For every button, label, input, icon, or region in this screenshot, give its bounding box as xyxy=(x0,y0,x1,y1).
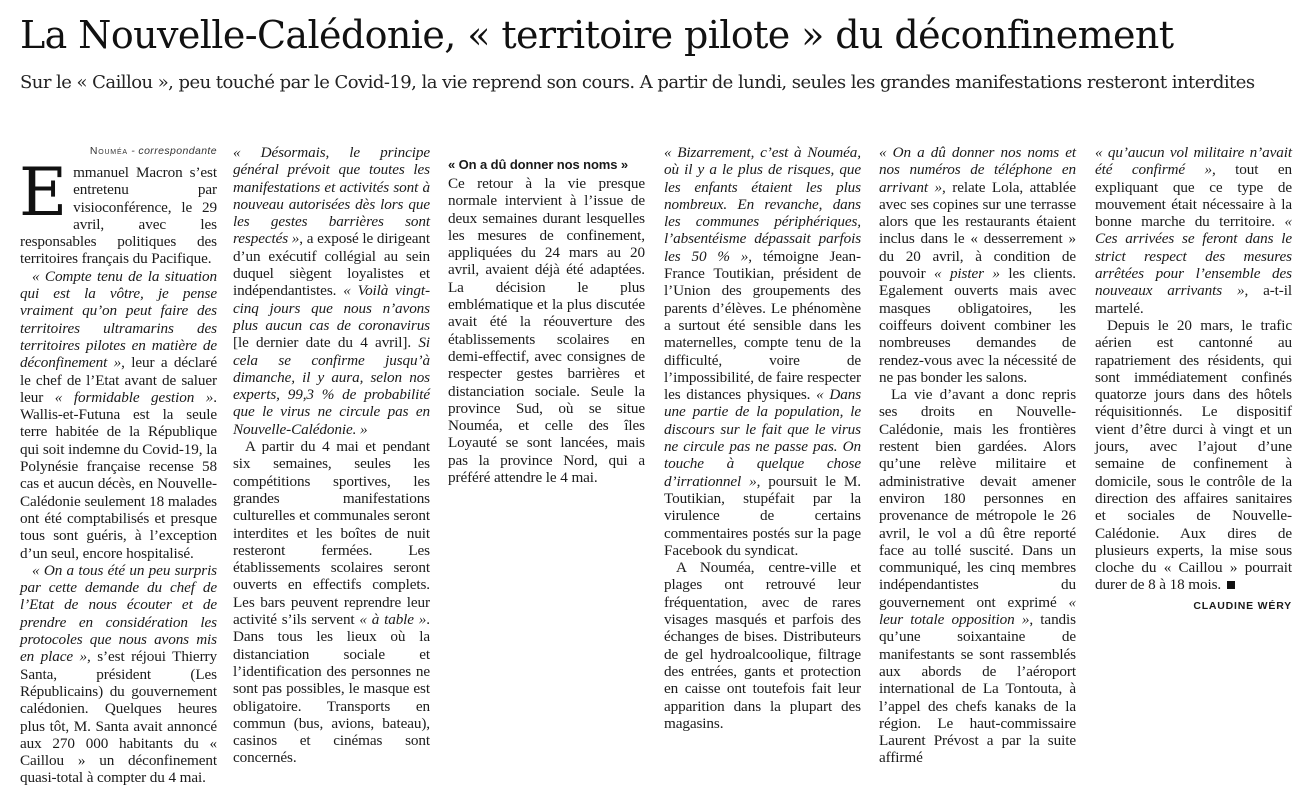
paragraph-9-cont-text: , tout en expliquant que ce type de mouvement était nécessaire à la bonne marche du territoire. xyxy=(1095,161,1292,231)
dateline-place: Nouméa xyxy=(89,145,128,157)
quote-gestion: « formidable gestion » xyxy=(54,388,214,406)
paragraph-9-end: , a-t-il martelé. xyxy=(1095,282,1292,317)
paragraph-1 xyxy=(19,154,217,268)
paragraph-2-end: . Wallis-et-Futuna est la seule terre habitée de la République qui soit indemne du Covid-19, la Polynésie française recense 58 cas et aucun décès, en Nouvelle-Calédonie seulement 18 malades ont été comptabilisés et presque tous sont guéris, à l’exception d’un seul, encore hospitalisé. xyxy=(20,388,217,562)
paragraph-9-cont xyxy=(1095,144,1292,317)
quote-population: « Dans une partie de la population, le discours sur le fait que le virus ne circule pas ne passe pas. On touche à quelque chose d’irrationnel » xyxy=(664,386,862,490)
paragraph-2-text: , leur a déclaré le chef de l’Etat avant de saluer leur xyxy=(20,354,218,406)
article-column-4 xyxy=(664,144,862,732)
paragraph-5 xyxy=(233,438,430,767)
quote-a-table: « à table » xyxy=(359,611,427,629)
paragraph-9 xyxy=(879,386,1076,767)
paragraph-5-end: . Dans tous les lieux où la distanciation sociale et l’identification des personnes ne sont pas possibles, le masque est obligatoire. Transports en commun (bus, avions, bateau), casinos et cinémas sont concernés. xyxy=(233,611,430,767)
paragraph-1-text: mmanuel Macron s’est entretenu par visioconférence, le 29 avril, avec les responsables politiques des territoires français du Pacifique. xyxy=(20,164,217,268)
paragraph-8-mid: , relate Lola, attablée avec ses copines sur une terrasse alors que les restaurants étaient inclus dans le « desserrement » du 20 avril, à condition de pouvoir xyxy=(879,178,1076,283)
paragraph-10 xyxy=(1095,317,1292,594)
article-column-2 xyxy=(233,144,430,767)
end-of-article-mark xyxy=(1227,581,1235,589)
quote-macron: « Compte tenu de la situation qui est la vôtre, je pense vraiment qu’on peut faire des territoires ultramarins des territoires pilotes en matière de déconfinement » xyxy=(20,267,217,372)
article-column-5 xyxy=(879,144,1076,767)
article-column-3 xyxy=(448,144,645,592)
paragraph-7-text: , témoigne Jean-France Toutikian, président de l’Union des groupements des parents d’élèves. Le phénomène a surtout été sensible dans les maternelles, compte tenu de la difficulté, voire de l’impossibilité, de faire respecter les distances physiques. xyxy=(664,247,861,404)
paragraph-2 xyxy=(20,268,217,562)
article-column-1 xyxy=(19,144,218,787)
quote-surpris: « On a tous été un peu surpris par cette demande du chef de l’Etat de nous écouter et de prendre en considération les protocoles que nous avons mis en place » xyxy=(20,561,217,666)
quote-confirme: Si cela se confirme jusqu’à dimanche, il y aura, selon nos experts, 99,3 % de probabilité que le virus ne circule pas en Nouvelle-Calédonie. » xyxy=(233,334,430,438)
paragraph-4-bracket: [le dernier date du 4 avril]. xyxy=(233,334,419,352)
paragraph-8 xyxy=(664,559,861,732)
quote-bizarrement: « Bizarrement, c’est à Nouméa, où il y a le plus de risques, que les enfants étaient les plus nombreux. En revanche, dans les communes périphériques, l’absentéisme dépassait parfois les 50 % » xyxy=(664,144,861,265)
paragraph-9-mid: , tandis qu’une soixantaine de manifestants se sont rassemblés aux abords de l’aéroport international de La Tontouta, à l’appel des chefs kanaks de la région. Le haut-commissaire Laurent Prévost a par la suite affirmé xyxy=(879,611,1076,767)
byline: CLAUDINE WÉRY xyxy=(1193,599,1292,612)
paragraph-8-text: A Nouméa, centre-ville et plages ont retrouvé leur fréquentation, avec de rares visages masqués et parfois des échanges de bises. Distributeurs de gel hydroalcoolique, filtrage des entrées, gants et protection en caisse ont toutefois fait leur apparition dans la plupart des magasins. xyxy=(664,559,861,732)
dateline-role: - correspondante xyxy=(127,145,217,157)
paragraph-4-text: , a exposé le dirigeant d’un exécutif collégial au sein duquel siègent loyalistes et indépendantistes. xyxy=(233,230,430,300)
paragraph-6: Ce retour à la vie presque normale intervient à l’issue de deux semaines durant lesquelles les mesures de confinement, appliquées du 24 mars au 20 avril, avaient déjà été adaptées. La décision le plus emblématique et la plus discutée avait été la réouverture des établissements scolaires en demi-effectif, avec consignes de respecter gestes barrières et distanciation sociale. Seule la province Sud, où se situe Nouméa, et celle des îles Loyauté se sont lancées, mais pas la province Nord, qui a préféré attendre le 4 mai. xyxy=(448,175,645,487)
quote-arrivees: « Ces arrivées se feront dans le strict respect des mesures arrêtées pour l’ensemble des nouveaux arrivants » xyxy=(1095,213,1292,300)
quote-opposition: « leur totale opposition » xyxy=(879,593,1076,629)
paragraph-7 xyxy=(664,144,861,559)
quote-noms: « On a dû donner nos noms et nos numéros de téléphone en arrivant » xyxy=(879,144,1076,196)
quote-vingt-cinq: « Voilà vingt-cinq jours que nous n’avons plus aucun cas de coronavirus xyxy=(233,282,430,334)
paragraph-8-end: les clients. Egalement ouverts mais avec masques obligatoires, les coiffeurs doivent combiner les nombreuses demandes de rendez-vous avec la nécessité de ne pas bonder les salons. xyxy=(879,265,1076,386)
paragraph-9-text: La vie d’avant a donc repris ses droits en Nouvelle-Calédonie, mais les frontières restent bien gardées. Alors qu’une relève militaire et administrative devait amener environ 180 personnes en provenance de métropole le 26 avril, le vol a dû être reporté face au tollé suscité. Dans un communiqué, les cinq membres indépendantistes du gouvernement ont exprimé xyxy=(879,386,1076,611)
paragraph-10-text: Depuis le 20 mars, le trafic aérien est cantonné au rapatriement des résidents, qui sont immédiatement confinés quatorze jours dans des hôtels réquisitionnés. Le dispositif vient d’être durci à vingt et un jours, avec l’ajout d’une semaine de confinement à domicile, sous le contrôle de la direction des affaires sanitaires et sociales de Nouvelle-Calédonie. Aux dires de plusieurs experts, la mise sous cloche du « Caillou » pourrait durer de 8 à 18 mois. xyxy=(1095,316,1292,594)
paragraph-3 xyxy=(20,562,217,787)
paragraph-3-end: , s’est réjoui Thierry Santa, président (Les Républicains) du gouvernement calédonien. Quelques heures plus tôt, M. Santa avait annoncé aux 270 000 habitants du « Caillou » un déconfinement quasi-total à compter du 4 mai. xyxy=(20,648,217,787)
quote-desormais: « Désormais, le principe général prévoit que toutes les manifestations et activités sont à nouveau autorisées dès lors que les gestes barrières sont respectés » xyxy=(233,144,430,248)
paragraph-8-cont xyxy=(879,144,1076,386)
article-column-6 xyxy=(1095,144,1292,612)
subheading: « On a dû donner nos noms » xyxy=(448,157,629,172)
standfirst: Sur le « Caillou », peu touché par le Covid-19, la vie reprend son cours. A partir de lundi, seules les grandes manifestations resteront interdites xyxy=(20,72,1255,93)
headline: La Nouvelle-Calédonie, « territoire pilote » du déconfinement xyxy=(20,13,1174,57)
quote-pister: « pister » xyxy=(934,265,1000,283)
paragraph-5-text: A partir du 4 mai et pendant six semaines, seules les compétitions sportives, les grandes manifestations culturelles et communales seront interdites et les boîtes de nuit resteront fermées. Les établissements scolaires seront ouverts en effectifs complets. Les bars peuvent reprendre leur activité s’ils servent xyxy=(233,438,430,629)
paragraph-4 xyxy=(233,144,430,438)
paragraph-7-end: , poursuit le M. Toutikian, stupéfait par la virulence de certains commentaires postés sur la page Facebook du syndicat. xyxy=(664,472,861,559)
drop-cap: E xyxy=(19,154,68,231)
quote-aucun-vol: « qu’aucun vol militaire n’avait été confirmé » xyxy=(1095,144,1292,179)
